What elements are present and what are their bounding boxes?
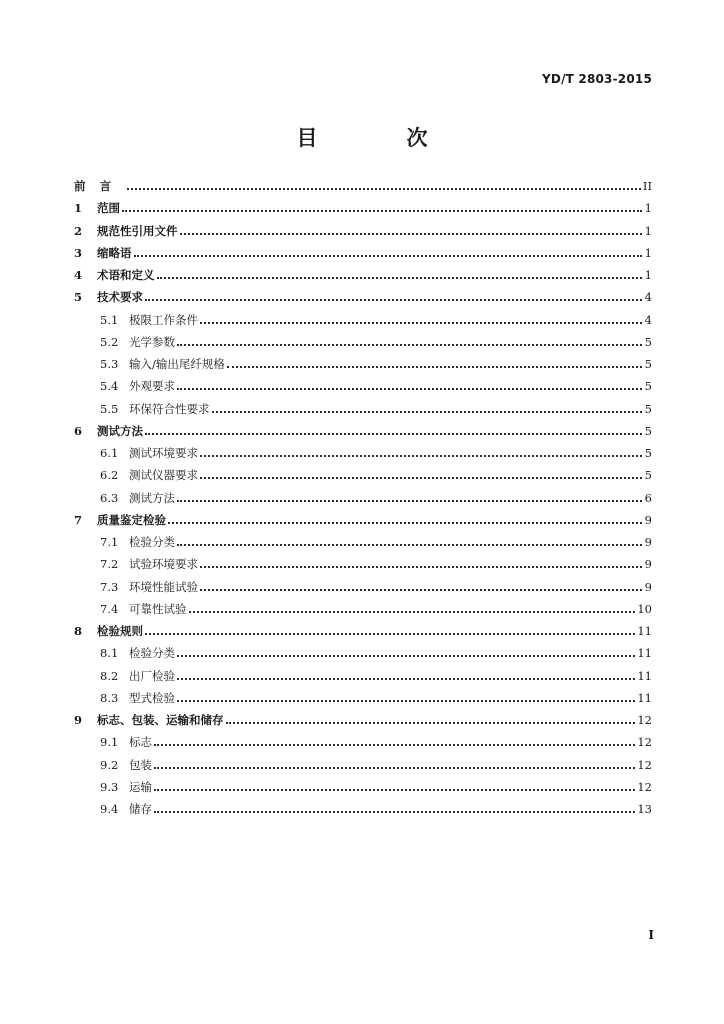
- table-of-contents: [74, 175, 652, 820]
- toc-entry-page: 12: [637, 779, 652, 794]
- toc-entry-page: 1: [644, 268, 652, 283]
- toc-entry-page: 11: [637, 646, 652, 661]
- toc-entry-number: 5.4: [100, 379, 119, 394]
- toc-leader-dots: [177, 500, 642, 502]
- toc-entry[interactable]: [74, 220, 652, 242]
- toc-entry-page: 10: [637, 601, 652, 616]
- toc-leader-dots: [154, 767, 635, 769]
- toc-entry-label: 外观要求: [129, 379, 175, 394]
- toc-entry-page: 9: [644, 512, 652, 527]
- toc-entry[interactable]: [74, 509, 652, 531]
- toc-entry-page: 6: [644, 490, 652, 505]
- toc-leader-dots: [157, 277, 643, 279]
- toc-entry[interactable]: [74, 642, 652, 664]
- toc-entry-page: 11: [637, 668, 652, 683]
- toc-entry-number: 5.5: [100, 401, 119, 416]
- toc-entry-page: 11: [637, 624, 652, 639]
- toc-entry-number: 9: [74, 713, 83, 728]
- toc-entry-page: 1: [644, 223, 652, 238]
- toc-entry-label: 环境性能试验: [129, 579, 198, 594]
- toc-entry-page: 5: [644, 468, 652, 483]
- toc-entry-page: 5: [644, 446, 652, 461]
- toc-entry-number: 5.3: [100, 357, 119, 372]
- toc-leader-dots: [180, 233, 643, 235]
- toc-entry-label: 型式检验: [129, 690, 175, 705]
- toc-entry-label: 前言: [74, 179, 125, 194]
- toc-entry-page: 12: [637, 735, 652, 750]
- toc-leader-dots: [200, 477, 642, 479]
- toc-entry-number: 6.1: [100, 446, 119, 461]
- toc-entry-page: 13: [637, 802, 652, 817]
- toc-entry[interactable]: [74, 620, 652, 642]
- toc-leader-dots: [168, 522, 642, 524]
- toc-entry[interactable]: [74, 531, 652, 553]
- toc-entry-number: 7.2: [100, 557, 119, 572]
- toc-entry-page: 9: [644, 579, 652, 594]
- toc-entry[interactable]: [74, 709, 652, 731]
- toc-entry-number: 7.1: [100, 535, 119, 550]
- toc-entry-label: 术语和定义: [97, 268, 155, 283]
- toc-leader-dots: [212, 411, 643, 413]
- toc-leader-dots: [177, 655, 635, 657]
- toc-entry-page: 5: [644, 423, 652, 438]
- toc-entry-label: 测试方法: [97, 423, 143, 438]
- toc-entry-label: 标志、包装、运输和储存: [97, 713, 224, 728]
- toc-entry-label: 检验分类: [129, 535, 175, 550]
- toc-leader-dots: [154, 744, 635, 746]
- toc-entry-page: 11: [637, 690, 652, 705]
- toc-entry[interactable]: [74, 553, 652, 575]
- toc-entry-number: 5.1: [100, 312, 119, 327]
- toc-leader-dots: [177, 700, 635, 702]
- toc-entry-label: 检验分类: [129, 646, 175, 661]
- toc-entry[interactable]: [74, 197, 652, 219]
- toc-leader-dots: [200, 322, 642, 324]
- toc-entry-page: II: [642, 179, 652, 194]
- toc-entry-page: 4: [644, 290, 652, 305]
- toc-entry-label: 范围: [97, 201, 120, 216]
- toc-entry[interactable]: [74, 309, 652, 331]
- page-title: 目 次: [296, 125, 462, 150]
- toc-entry-number: 2: [74, 223, 83, 238]
- toc-entry[interactable]: [74, 375, 652, 397]
- toc-entry-number: 5: [74, 290, 83, 305]
- toc-entry-label: 储存: [129, 802, 152, 817]
- toc-entry[interactable]: [74, 420, 652, 442]
- toc-entry-page: 5: [644, 334, 652, 349]
- toc-leader-dots: [154, 789, 635, 791]
- toc-entry[interactable]: [74, 353, 652, 375]
- toc-entry[interactable]: [74, 442, 652, 464]
- toc-entry[interactable]: [74, 264, 652, 286]
- toc-entry-number: 1: [74, 201, 83, 216]
- toc-entry[interactable]: [74, 776, 652, 798]
- toc-entry-label: 技术要求: [97, 290, 143, 305]
- toc-entry-number: 9.3: [100, 779, 119, 794]
- toc-entry-page: 1: [644, 201, 652, 216]
- toc-entry-page: 1: [644, 245, 652, 260]
- toc-entry[interactable]: [74, 576, 652, 598]
- toc-entry[interactable]: [74, 331, 652, 353]
- toc-entry-label: 极限工作条件: [129, 312, 198, 327]
- toc-entry[interactable]: [74, 754, 652, 776]
- document-code: YD/T 2803-2015: [542, 72, 652, 86]
- toc-entry-page: 9: [644, 557, 652, 572]
- toc-entry-number: 9.1: [100, 735, 119, 750]
- toc-leader-dots: [134, 255, 643, 257]
- toc-leader-dots: [122, 210, 642, 212]
- toc-leader-dots: [177, 544, 642, 546]
- toc-leader-dots: [226, 722, 636, 724]
- toc-entry-page: 4: [644, 312, 652, 327]
- toc-entry-number: 5.2: [100, 334, 119, 349]
- toc-entry[interactable]: [74, 286, 652, 308]
- toc-entry-number: 6.2: [100, 468, 119, 483]
- toc-entry-page: 12: [637, 757, 652, 772]
- toc-entry-page: 9: [644, 535, 652, 550]
- toc-entry[interactable]: [74, 398, 652, 420]
- toc-entry-label: 试验环境要求: [129, 557, 198, 572]
- toc-leader-dots: [127, 188, 641, 190]
- toc-entry-label: 缩略语: [97, 245, 132, 260]
- toc-entry-label: 输入/输出尾纤规格: [129, 357, 225, 372]
- toc-entry-label: 规范性引用文件: [97, 223, 178, 238]
- toc-entry-number: 7: [74, 512, 83, 527]
- toc-entry-number: 7.4: [100, 601, 119, 616]
- toc-entry-number: 9.2: [100, 757, 119, 772]
- toc-entry-label: 测试方法: [129, 490, 175, 505]
- toc-entry[interactable]: [74, 242, 652, 264]
- toc-leader-dots: [154, 811, 635, 813]
- toc-entry-label: 出厂检验: [129, 668, 175, 683]
- toc-entry[interactable]: [74, 464, 652, 486]
- toc-entry-label: 光学参数: [129, 334, 175, 349]
- toc-leader-dots: [200, 566, 642, 568]
- toc-leader-dots: [145, 633, 635, 635]
- toc-entry-page: 12: [637, 713, 652, 728]
- toc-entry-number: 8.1: [100, 646, 119, 661]
- toc-leader-dots: [145, 299, 642, 301]
- toc-entry[interactable]: [74, 487, 652, 509]
- toc-entry-number: 8: [74, 624, 83, 639]
- toc-leader-dots: [177, 344, 642, 346]
- toc-entry-number: 8.2: [100, 668, 119, 683]
- toc-entry-label: 包装: [129, 757, 152, 772]
- toc-leader-dots: [177, 678, 635, 680]
- toc-entry-number: 3: [74, 245, 83, 260]
- toc-entry[interactable]: [74, 687, 652, 709]
- toc-entry-number: 6.3: [100, 490, 119, 505]
- toc-leader-dots: [200, 455, 642, 457]
- toc-entry-number: 4: [74, 268, 83, 283]
- toc-entry[interactable]: [74, 665, 652, 687]
- toc-leader-dots: [227, 366, 642, 368]
- toc-entry-label: 测试环境要求: [129, 446, 198, 461]
- toc-entry-label: 检验规则: [97, 624, 143, 639]
- toc-entry-label: 可靠性试验: [129, 601, 187, 616]
- toc-leader-dots: [177, 388, 642, 390]
- toc-entry[interactable]: [74, 731, 652, 753]
- toc-entry-label: 标志: [129, 735, 152, 750]
- page-number: I: [648, 928, 654, 942]
- toc-entry-label: 质量鉴定检验: [97, 512, 166, 527]
- toc-entry-label: 环保符合性要求: [129, 401, 210, 416]
- toc-entry-page: 5: [644, 357, 652, 372]
- toc-entry-label: 运输: [129, 779, 152, 794]
- toc-entry-number: 8.3: [100, 690, 119, 705]
- toc-entry-label: 测试仪器要求: [129, 468, 198, 483]
- toc-leader-dots: [200, 589, 642, 591]
- toc-entry[interactable]: [74, 175, 652, 197]
- toc-leader-dots: [145, 433, 642, 435]
- toc-entry-page: 5: [644, 401, 652, 416]
- toc-entry-page: 5: [644, 379, 652, 394]
- toc-entry-number: 7.3: [100, 579, 119, 594]
- toc-entry-number: 6: [74, 423, 83, 438]
- toc-entry[interactable]: [74, 798, 652, 820]
- toc-leader-dots: [189, 611, 636, 613]
- toc-entry-number: 9.4: [100, 802, 119, 817]
- toc-entry[interactable]: [74, 598, 652, 620]
